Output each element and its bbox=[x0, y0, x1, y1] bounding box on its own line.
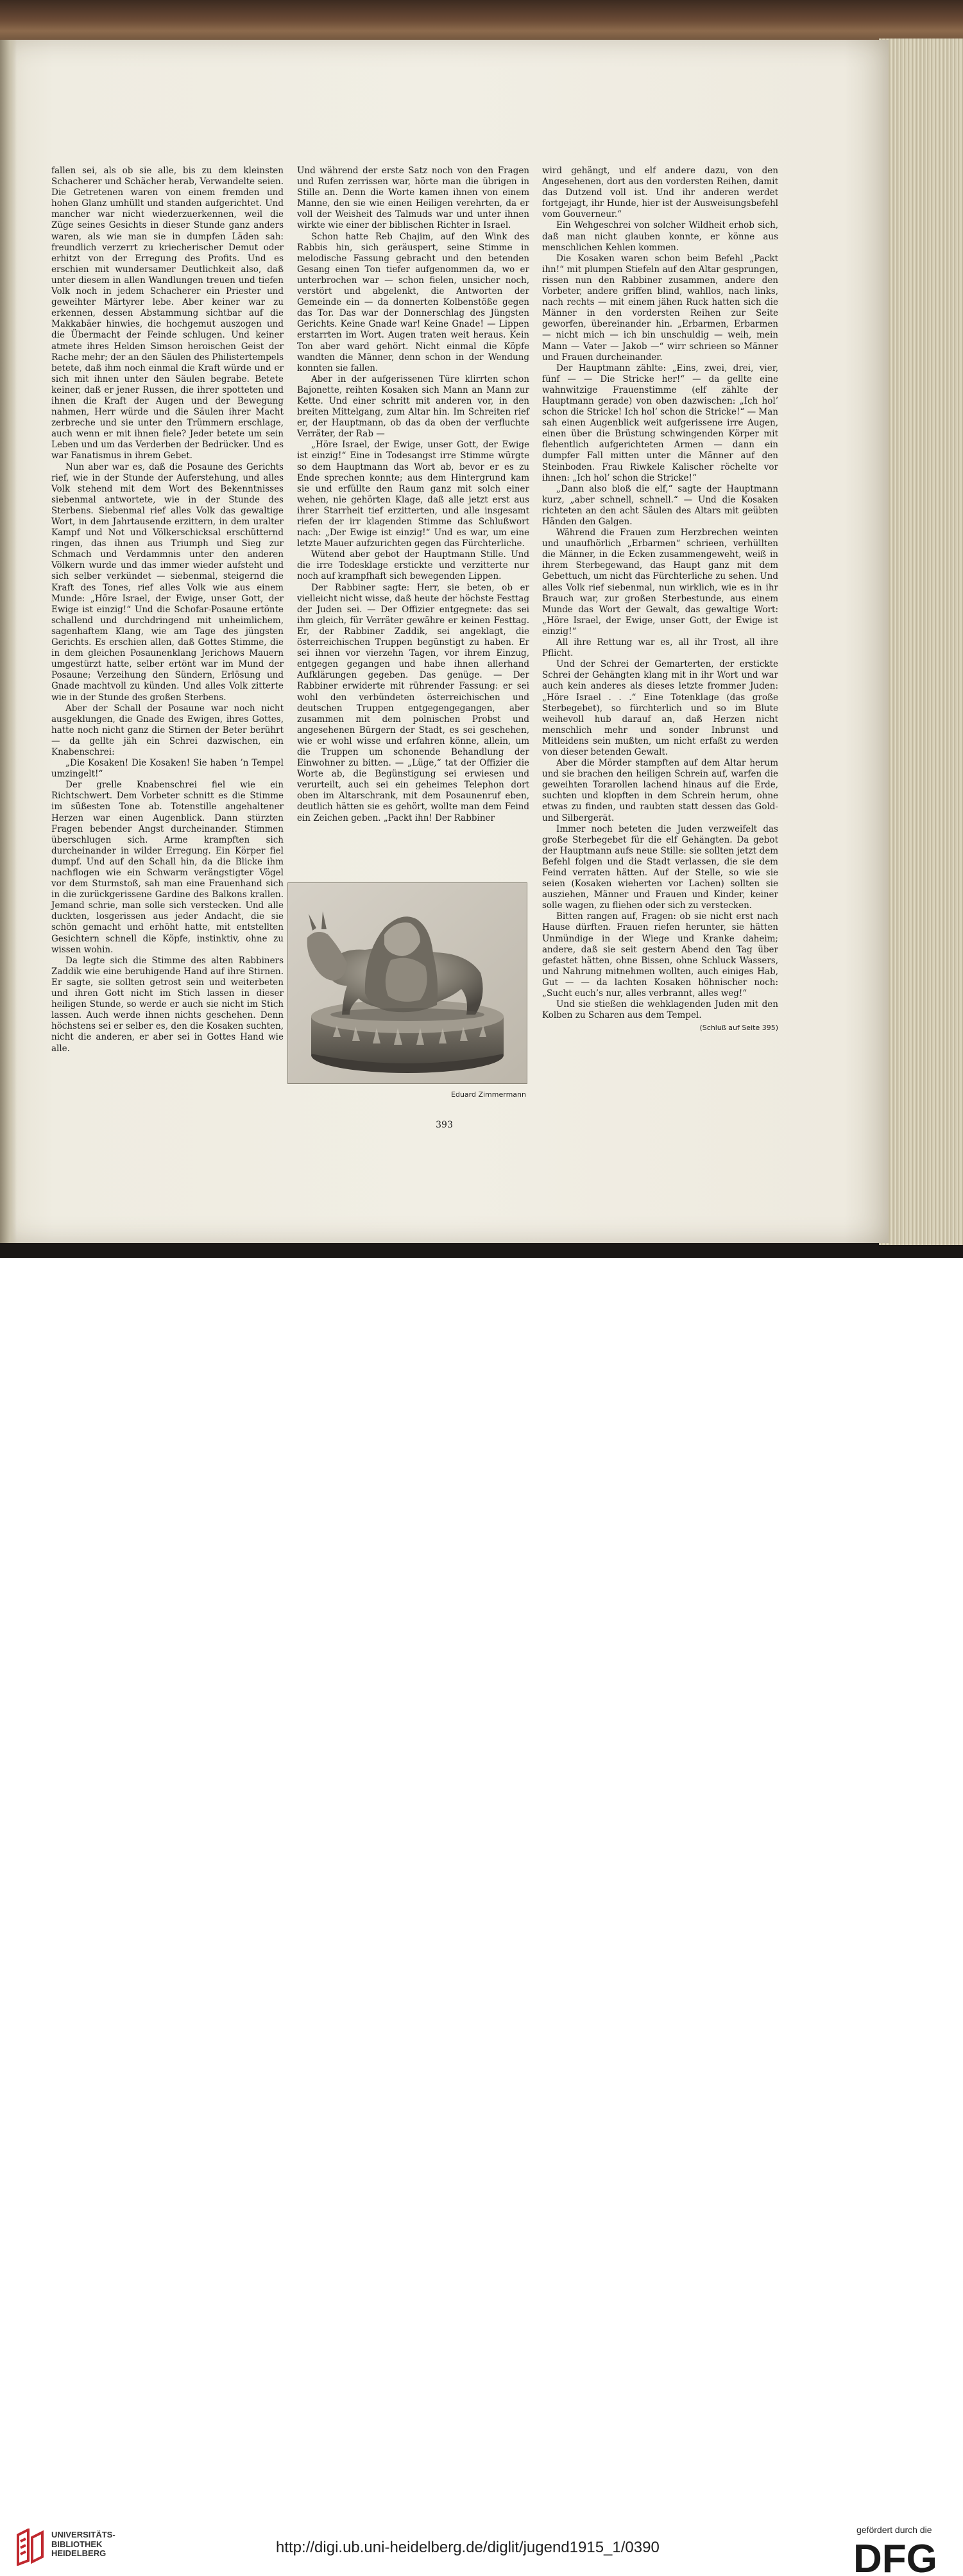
paragraph: Bitten rangen auf, Fragen: ob sie nicht erst nach Hause dürften. Frauen riefen herunter, sie hätten Unmündige in der Wiege und Kranke daheim; andere, daß sie seit gestern Abend den Tag über gefastet hätten, ohne Bissen, ohne Schluck Wassers, und Nahrung mitnehmen wollten, auch einiges Hab, Gut — — da lachten Kosaken höhnischer noch: „Sucht euch’s nur, alles verbrannt, alles weg!“ bbox=[542, 911, 778, 999]
sculpture-illustration bbox=[287, 882, 527, 1084]
paragraph: Und sie stießen die wehklagenden Juden mit den Kolben zu Scharen aus dem Tempel. bbox=[542, 999, 778, 1021]
university-library-name bbox=[51, 2530, 115, 2559]
paragraph: Die Kosaken waren schon beim Befehl „Packt ihn!“ mit plumpen Stiefeln auf den Altar gesprungen, rissen nun den Rabbiner zusammen, andere den Vorbeter, andere griffen blind, wahllos, nach links, nach rechts — mit einem jähen Ruck hatten sich die Männer in den vordersten Reihen zur Seite geworfen, übereinander hin. „Erbarmen, Erbarmen — nicht mich — ich bin unschuldig — weih, mein Mann — Vater — Jakob —“ wirr schrieen so Männer und Frauen durcheinander. bbox=[542, 253, 778, 363]
paragraph: Aber die Mörder stampften auf dem Altar herum und sie brachen den heiligen Schrein auf, warfen die geweihten Torarollen lachend hinaus auf die Erde, suchten und klopften in dem Schrein herum, ohne etwas zu finden, und raubten statt dessen das Gold- und Silbergerät. bbox=[542, 758, 778, 823]
paragraph: Der grelle Knabenschrei fiel wie ein Richtschwert. Dem Vorbeter schnitt es die Stimme im süßesten Tone ab. Totenstille angehaltener Herzen war einen Augenblick. Dann stürzten Fragen bebender Angst durcheinander. Stimmen überschlugen sich. Arme krampften sich durcheinander in wilder Erregung. Ein Körper fiel dumpf. Und auf den Schall hin, da die Blicke ihm nachflogen wie ein Schwarm verängstigter Vögel vor dem Sturmstoß, sah man eine Frauenhand sich in die zurückgerissene Gardine des Balkons krallen. Jemand schrie, man solle sich verstecken. Und alle duckten, losgerissen aus jeder Andacht, die sie schön gemacht und erhöht hatte, mit entstellten Gesichtern schnell die Köpfe, instinktiv, ohne zu wissen wohin. bbox=[51, 780, 284, 955]
paragraph: Schon hatte Reb Chajim, auf den Wink des Rabbis hin, sich geräuspert, seine Stimme in melodische Fassung gebracht und den betenden Gesang einen Ton tiefer aufgenommen da, wo er unterbrochen war — schon fielen, unsicher noch, verstört und abgelenkt, die Antworten der Gemeinde ein — da donnerten Kolbenstöße gegen das Tor. Das war der Donnerschlag des Jüngsten Gerichts. Keine Gnade war! Keine Gnade! — Lippen erstarrten im Wort. Augen traten weit heraus. Kein Ton aber ward gehört. Nicht einmal die Köpfe wandten die Männer, denn schon in der Wendung konnten sie fallen. bbox=[297, 231, 529, 374]
paragraph: wird gehängt, und elf andere dazu, von den Angesehenen, dort aus den vordersten Reihen, damit das Dutzend voll ist. Und ihr anderen werdet fortgejagt, ihr Hunde, hier ist der Ausweisungsbefehl vom Gouverneur.“ bbox=[542, 166, 778, 220]
page-number: 393 bbox=[436, 1120, 453, 1130]
university-library-logo-icon bbox=[14, 2529, 46, 2566]
paragraph: Und während der erste Satz noch von den Fragen und Rufen zerrissen war, hörte man die übrigen in Stille an. Denn die Worte kamen ihnen von einem Manne, den sie wie einen Heiligen verehrten, da er voll der Weisheit des Talmuds war und unter ihnen wirkte wie einer der biblischen Richter in Israel. bbox=[297, 166, 529, 231]
permalink-url[interactable]: http://digi.ub.uni-heidelberg.de/diglit/jugend1915_1/0390 bbox=[276, 2539, 660, 2556]
continuation-note: (Schluß auf Seite 395) bbox=[699, 1024, 778, 1033]
paragraph: Nun aber war es, daß die Posaune des Gerichts rief, wie in der Stunde der Auferstehung, und alles Volk stehend mit dem Wort des Bekenntnisses siebenmal antwortete, wie in der Stunde des Sterbens. Siebenmal rief alles Volk das gewaltige Wort, in dem Jahrtausende erzittern, in dem uralter Kampf und Not und Völkerschicksal erschütternd ringen, das ihnen aus Triumph und Sieg zur Schmach und Verdammnis unter den anderen Völkern wurde und das immer wieder aufsteht und sich selber verkündet — siebenmal, steigernd die Kraft des Tones, rief alles Volk wie aus einem Munde: „Höre Israel, der Ewige, unser Gott, der Ewige ist einzig!“ Und die Schofar-Posaune ertönte schallend und durchdringend mit unheimlichem, sagenhaftem Klang, wie am Tage des jüngsten Gerichts. Es erschien allen, daß Gottes Stimme, die in dem gleichen Posaunenklang Jerichows Mauern umgestürzt hatte, selber ertönt war im Mund der Posaune; Verzeihung den Sündern, Erlösung und Gnade machtvoll zu künden. Und alles Volk zitterte wie in der Stunde des großen Sterbens. bbox=[51, 461, 284, 703]
paragraph: „Die Kosaken! Die Kosaken! Sie haben ’n Tempel umzingelt!“ bbox=[51, 758, 284, 780]
figure-caption: Eduard Zimmermann bbox=[451, 1090, 526, 1099]
text-column-middle bbox=[297, 166, 529, 824]
paragraph: Aber in der aufgerissenen Türe klirrten schon Bajonette, reihten Kosaken sich Mann an Mann zur Kette. Und einer schritt mit anderen vor, in den breiten Mittelgang, zum Altar hin. Im Schreiten rief er, der Hauptmann, ob das da oben der verfluchte Verräter, der Rab — bbox=[297, 374, 529, 440]
scanned-page-photo bbox=[0, 0, 963, 1258]
book-fore-edge bbox=[879, 39, 963, 1245]
paragraph: Der Hauptmann zählte: „Eins, zwei, drei, vier, fünf — — Die Stricke her!“ — da gellte eine wahnwitzige Frauenstimme (elf zählte der Hauptmann gerade) von oben dazwischen: „Ich hol’ schon die Stricke! Ich hol’ schon die Stricke!“ — Man sah einen Augenblick weit aufgerissene irre Augen, einen über die Brüstung schwingenden Körper mit flehentlich aufgerichteten Armen — dann ein dumpfer Fall mitten unter die Männer auf den Steinboden. Frau Riwkele Kalischer röchelte vor ihnen: „Ich hol’ schon die Stricke!“ bbox=[542, 363, 778, 483]
paragraph: Der Rabbiner sagte: Herr, sie beten, ob er vielleicht nicht wisse, daß heute der höchste Festtag der Juden sei. — Der Offizier entgegnete: das sei ihm gleich, für Verräter gewähre er keinen Festtag. Er, der Rabbiner Zaddik, sei angeklagt, die österreichischen Truppen begünstigt zu haben. Er sei ihnen vor vierzehn Tagen, vor ihrem Einzug, entgegen gegangen und habe ihnen allerhand Aufklärungen gegeben. Das genüge. — Der Rabbiner erwiderte mit rührender Fassung: er sei wohl den verbündeten österreichischen und deutschen Truppen entgegengegangen, aber zusammen mit dem polnischen Probst und angesehenen Bürgern der Stadt, es sei geschehen, wie er wohl wisse und erfahren könne, allein, um die Truppen um schonende Behandlung der Einwohner zu bitten. — „Lüge,“ tat der Offizier die Worte ab, die Begünstigung sei erwiesen und verurteilt, auch sei ein geheimes Telephon dort oben im Altarschrank, mit dem Posaunenruf eben, deutlich hätten sie es gehört, wollte man dem Feind ein Zeichen geben. „Packt ihn! Der Rabbiner bbox=[297, 582, 529, 823]
paragraph: Immer noch beteten die Juden verzweifelt das große Sterbegebet für die elf Gehängten. Da gebot der Hauptmann aufs neue Stille: sie sollten jetzt dem Befehl folgen und die Stadt verlassen, die sie dem Feind verraten hätten. Auf der Stelle, so wie sie seien (Kosaken wieherten vor Lachen) sollten sie ausziehen, Männer und Frauen und Kinder, keiner solle wagen, zu fliehen oder sich zu verstecken. bbox=[542, 823, 778, 911]
paragraph: Ein Wehgeschrei von solcher Wildheit erhob sich, daß man nicht glauben konnte, er könne aus menschlichen Kehlen kommen. bbox=[542, 220, 778, 253]
text-column-left bbox=[51, 166, 284, 1054]
paragraph: All ihre Rettung war es, all ihr Trost, all ihre Pflicht. bbox=[542, 637, 778, 659]
paragraph: „Dann also bloß die elf,“ sagte der Hauptmann kurz, „aber schnell, schnell.“ — Und die Kosaken richteten an den acht Säulen des Altars mit geübten Händen den Galgen. bbox=[542, 483, 778, 527]
dfg-logo-icon bbox=[853, 2540, 951, 2576]
paragraph: „Höre Israel, der Ewige, unser Gott, der Ewige ist einzig!“ Eine in Todesangst irre Stimme würgte so dem Hauptmann das Wort ab, bevor er es zu Ende sprechen konnte; aus dem Hintergrund kam sie und erfüllte den Raum ganz mit solch einer wehen, nie gehörten Klage, daß alle jetzt erst aus ihrer Starrheit tief erzitterten, und alle insgesamt riefen der irr klagenden Stimme das Schlußwort nach: „Der Ewige ist einzig!“ Und es war, um eine letzte Mauer aufzurichten gegen das Fürchterliche. bbox=[297, 440, 529, 549]
funded-by-label: gefördert durch die bbox=[856, 2525, 932, 2535]
viewer-footer bbox=[0, 1258, 963, 2576]
sculpture-image bbox=[288, 883, 527, 1083]
page-gutter-shadow bbox=[0, 40, 17, 1243]
paragraph: fallen sei, als ob sie alle, bis zu dem kleinsten Schacherer und Schächer herab, Verwandelte seien. Die Getretenen waren von einem fremden und hohen Glanz umhüllt und standen aufgerichtet. Und mancher war nicht wiederzuerkennen, weil die Züge seines Gesichts in dieser Stunde ganz anders waren, als wie man sie in dumpfen Läden sah: freundlich verzerrt zu kriecherischer Demut oder erhitzt von der Erregung des Profits. Und es erschien mit wundersamer Deutlichkeit also, daß unter diesem in allen Wandlungen treuen und tiefen Volk noch in jedem Schacherer ein Priester und geweihter Märtyrer lebe. Aber keiner war zu erkennen, dessen Abstammung sichtbar auf die Makkabäer hinwies, die hochgemut auszogen und die Übermacht der Feinde schlugen. Und keiner atmete ihres Helden Simson heroischen Geist der Rache mehr; der an den Säulen des Philistertempels betete, daß ihm noch einmal die Kraft würde und er sich mit ihnen unter den Säulen begrabe. Betete keiner, daß er jener Russen, die ihrer spotteten und ihnen die Kraft der Augen und der Bewegung nahmen, Herr würde und die Säulen ihrer Macht zerbreche und sie unter den Trümmern erschlage, auch wenn er mit ihnen fiele? Jeder betete um sein Leben und um das Verderben der Bedrücker. Und es war Fanatismus in ihrem Gebet. bbox=[51, 166, 284, 461]
paragraph: Und der Schrei der Gemarterten, der erstickte Schrei der Gehängten klang mit in ihr Wort und war auch kein anderes als dieses letzte frommer Juden: „Höre Israel . . .“ Eine Totenklage (das große Sterbegebet), so fürchterlich und so im Blute weihevoll hub darauf an, daß Herzen nicht menschlich mehr und sonder Inbrunst und Mitleidens sein mußten, um nicht erfaßt zu werden von dieser betenden Gewalt. bbox=[542, 659, 778, 757]
library-name-line1: UNIVERSITÄTS- bbox=[51, 2530, 115, 2539]
paragraph: Aber der Schall der Posaune war noch nicht ausgeklungen, die Gnade des Ewigen, ihres Gottes, hatte noch nicht ganz die Stirnen der Beter berührt — da gellte jäh ein Schrei dazwischen, ein Knabenschrei: bbox=[51, 703, 284, 757]
library-name-line2: BIBLIOTHEK bbox=[51, 2539, 103, 2549]
library-name-line3: HEIDELBERG bbox=[51, 2548, 107, 2558]
dfg-logo-text: DFG bbox=[853, 2540, 937, 2576]
text-column-right bbox=[542, 166, 778, 1033]
paragraph: Während die Frauen zum Herzbrechen weinten und unaufhörlich „Erbarmen“ schrieen, verhüllten die Männer, in die Ecken zusammengeweht, weiß in ihrem Sterbegewand, das Haupt ganz mit dem Gebettuch, um nicht das Fürchterliche zu sehen. Und alles Volk rief siebenmal, nun wirklich, wie es in ihr Brauch war, zur großen Sterbestunde, aus einem Munde das Wort der Gewalt, das gewaltige Wort: „Höre Israel, der Ewige, unser Gott, der Ewige ist einzig!“ bbox=[542, 528, 778, 637]
paragraph: Wütend aber gebot der Hauptmann Stille. Und die irre Todesklage erstickte und verzitterte nur noch auf krampfhaft sich bewegenden Lippen. bbox=[297, 549, 529, 582]
paragraph: Da legte sich die Stimme des alten Rabbiners Zaddik wie eine beruhigende Hand auf ihre Stirnen. Er sagte, sie sollten getrost sein und weiterbeten und ihren Gott nicht im Stich lassen in dieser heiligen Stunde, so werde er auch sie nicht im Stich lassen. Auch werde ihnen nichts geschehen. Denn höchstens sei er selber es, den die Kosaken suchten, nicht die anderen, er aber sei in Gottes Hand wie alle. bbox=[51, 955, 284, 1054]
